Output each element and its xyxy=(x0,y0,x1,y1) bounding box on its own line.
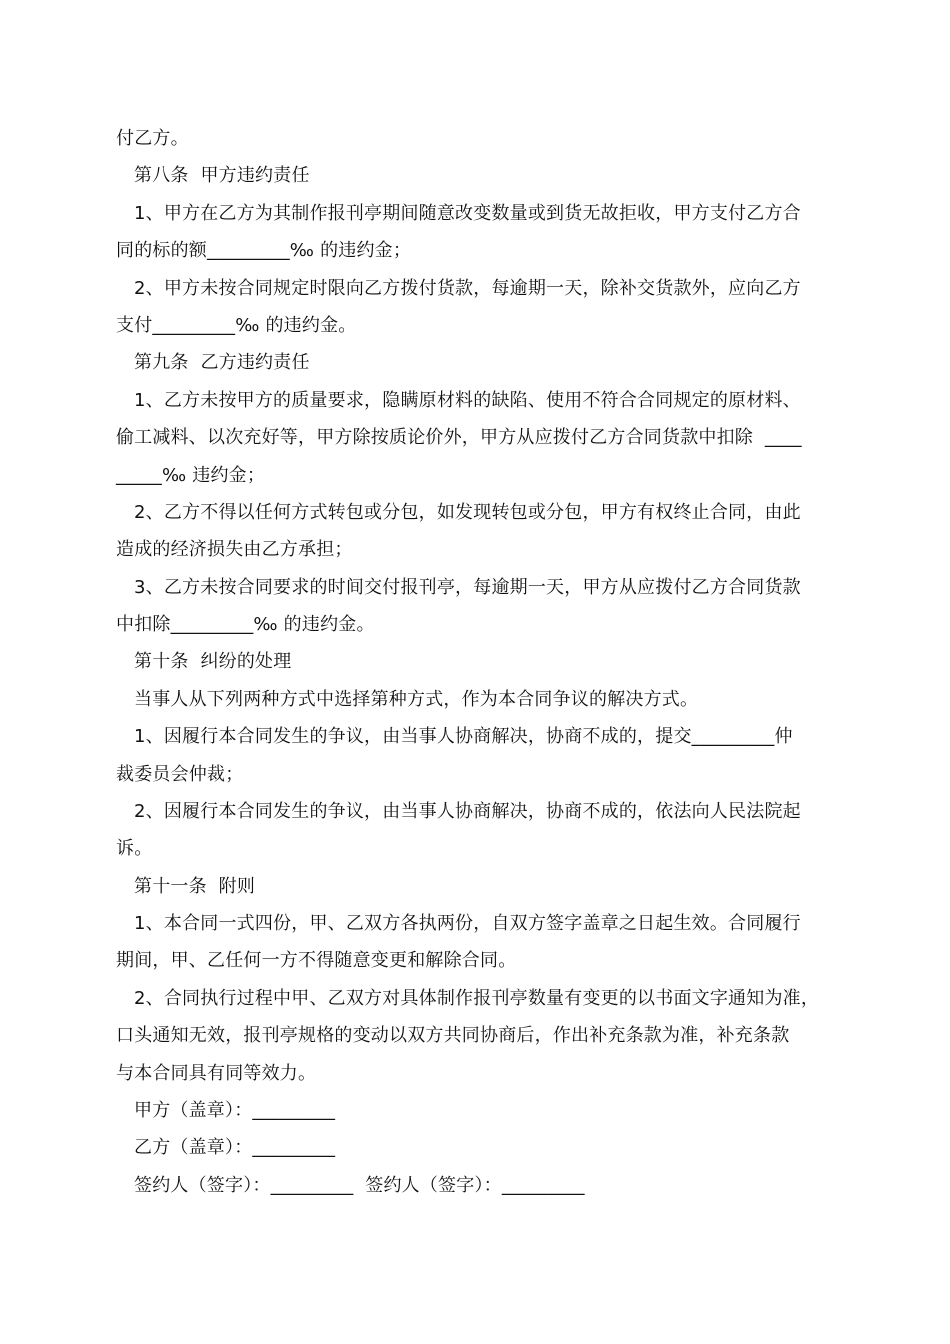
text-line: 口头通知无效，报刊亭规格的变动以双方共同协商后，作出补充条款为准，补充条款 xyxy=(116,1025,790,1046)
text-line: 造成的经济损失由乙方承担； xyxy=(116,539,353,560)
section-heading: 第十条 纠纷的处理 xyxy=(134,651,292,672)
signature-field-party-a: 甲方（盖章）：_________ xyxy=(134,1100,336,1121)
text-line: 诉。 xyxy=(116,838,153,859)
section-heading: 第八条 甲方违约责任 xyxy=(134,165,310,186)
text-line: 1、本合同一式四份，甲、乙双方各执两份，自双方签字盖章之日起生效。合同履行 xyxy=(134,913,801,934)
text-line: 2、合同执行过程中甲、乙双方对具体制作报刊亭数量有变更的以书面文字通知为准， xyxy=(134,988,820,1009)
text-line: 支付_________‰ 的违约金。 xyxy=(116,315,357,336)
section-heading: 第十一条 附则 xyxy=(134,876,256,897)
text-line: _____‰ 违约金； xyxy=(116,465,266,486)
text-line: 期间，甲、乙任何一方不得随意变更和解除合同。 xyxy=(116,950,517,971)
text-line: 2、因履行本合同发生的争议，由当事人协商解决，协商不成的，依法向人民法院起 xyxy=(134,801,801,822)
text-line: 1、因履行本合同发生的争议，由当事人协商解决，协商不成的，提交_________仲 xyxy=(134,726,793,747)
text-line: 中扣除_________‰ 的违约金。 xyxy=(116,614,375,635)
text-line: 3、乙方未按合同要求的时间交付报刊亭，每逾期一天，甲方从应拨付乙方合同货款 xyxy=(134,577,801,598)
text-line: 1、乙方未按甲方的质量要求，隐瞒原材料的缺陷、使用不符合合同规定的原材料、 xyxy=(134,390,801,411)
text-line: 同的标的额_________‰ 的违约金； xyxy=(116,240,412,261)
signature-field-party-b: 乙方（盖章）：_________ xyxy=(134,1137,336,1158)
section-heading: 第九条 乙方违约责任 xyxy=(134,352,310,373)
text-line: 与本合同具有同等效力。 xyxy=(116,1063,317,1084)
signatory-fields: 签约人（签字）：_________ 签约人（签字）：_________ xyxy=(134,1175,585,1196)
text-line: 1、甲方在乙方为其制作报刊亭期间随意改变数量或到货无故拒收，甲方支付乙方合 xyxy=(134,203,801,224)
text-line: 2、甲方未按合同规定时限向乙方拨付货款，每逾期一天，除补交货款外，应向乙方 xyxy=(134,278,801,299)
text-line: 偷工减料、以次充好等，甲方除按质论价外，甲方从应拨付乙方合同货款中扣除 ____ xyxy=(116,427,802,448)
text-line: 付乙方。 xyxy=(116,128,189,149)
text-line: 裁委员会仲裁； xyxy=(116,764,244,785)
text-line: 2、乙方不得以任何方式转包或分包，如发现转包或分包，甲方有权终止合同，由此 xyxy=(134,502,801,523)
text-line: 当事人从下列两种方式中选择第种方式，作为本合同争议的解决方式。 xyxy=(134,689,699,710)
